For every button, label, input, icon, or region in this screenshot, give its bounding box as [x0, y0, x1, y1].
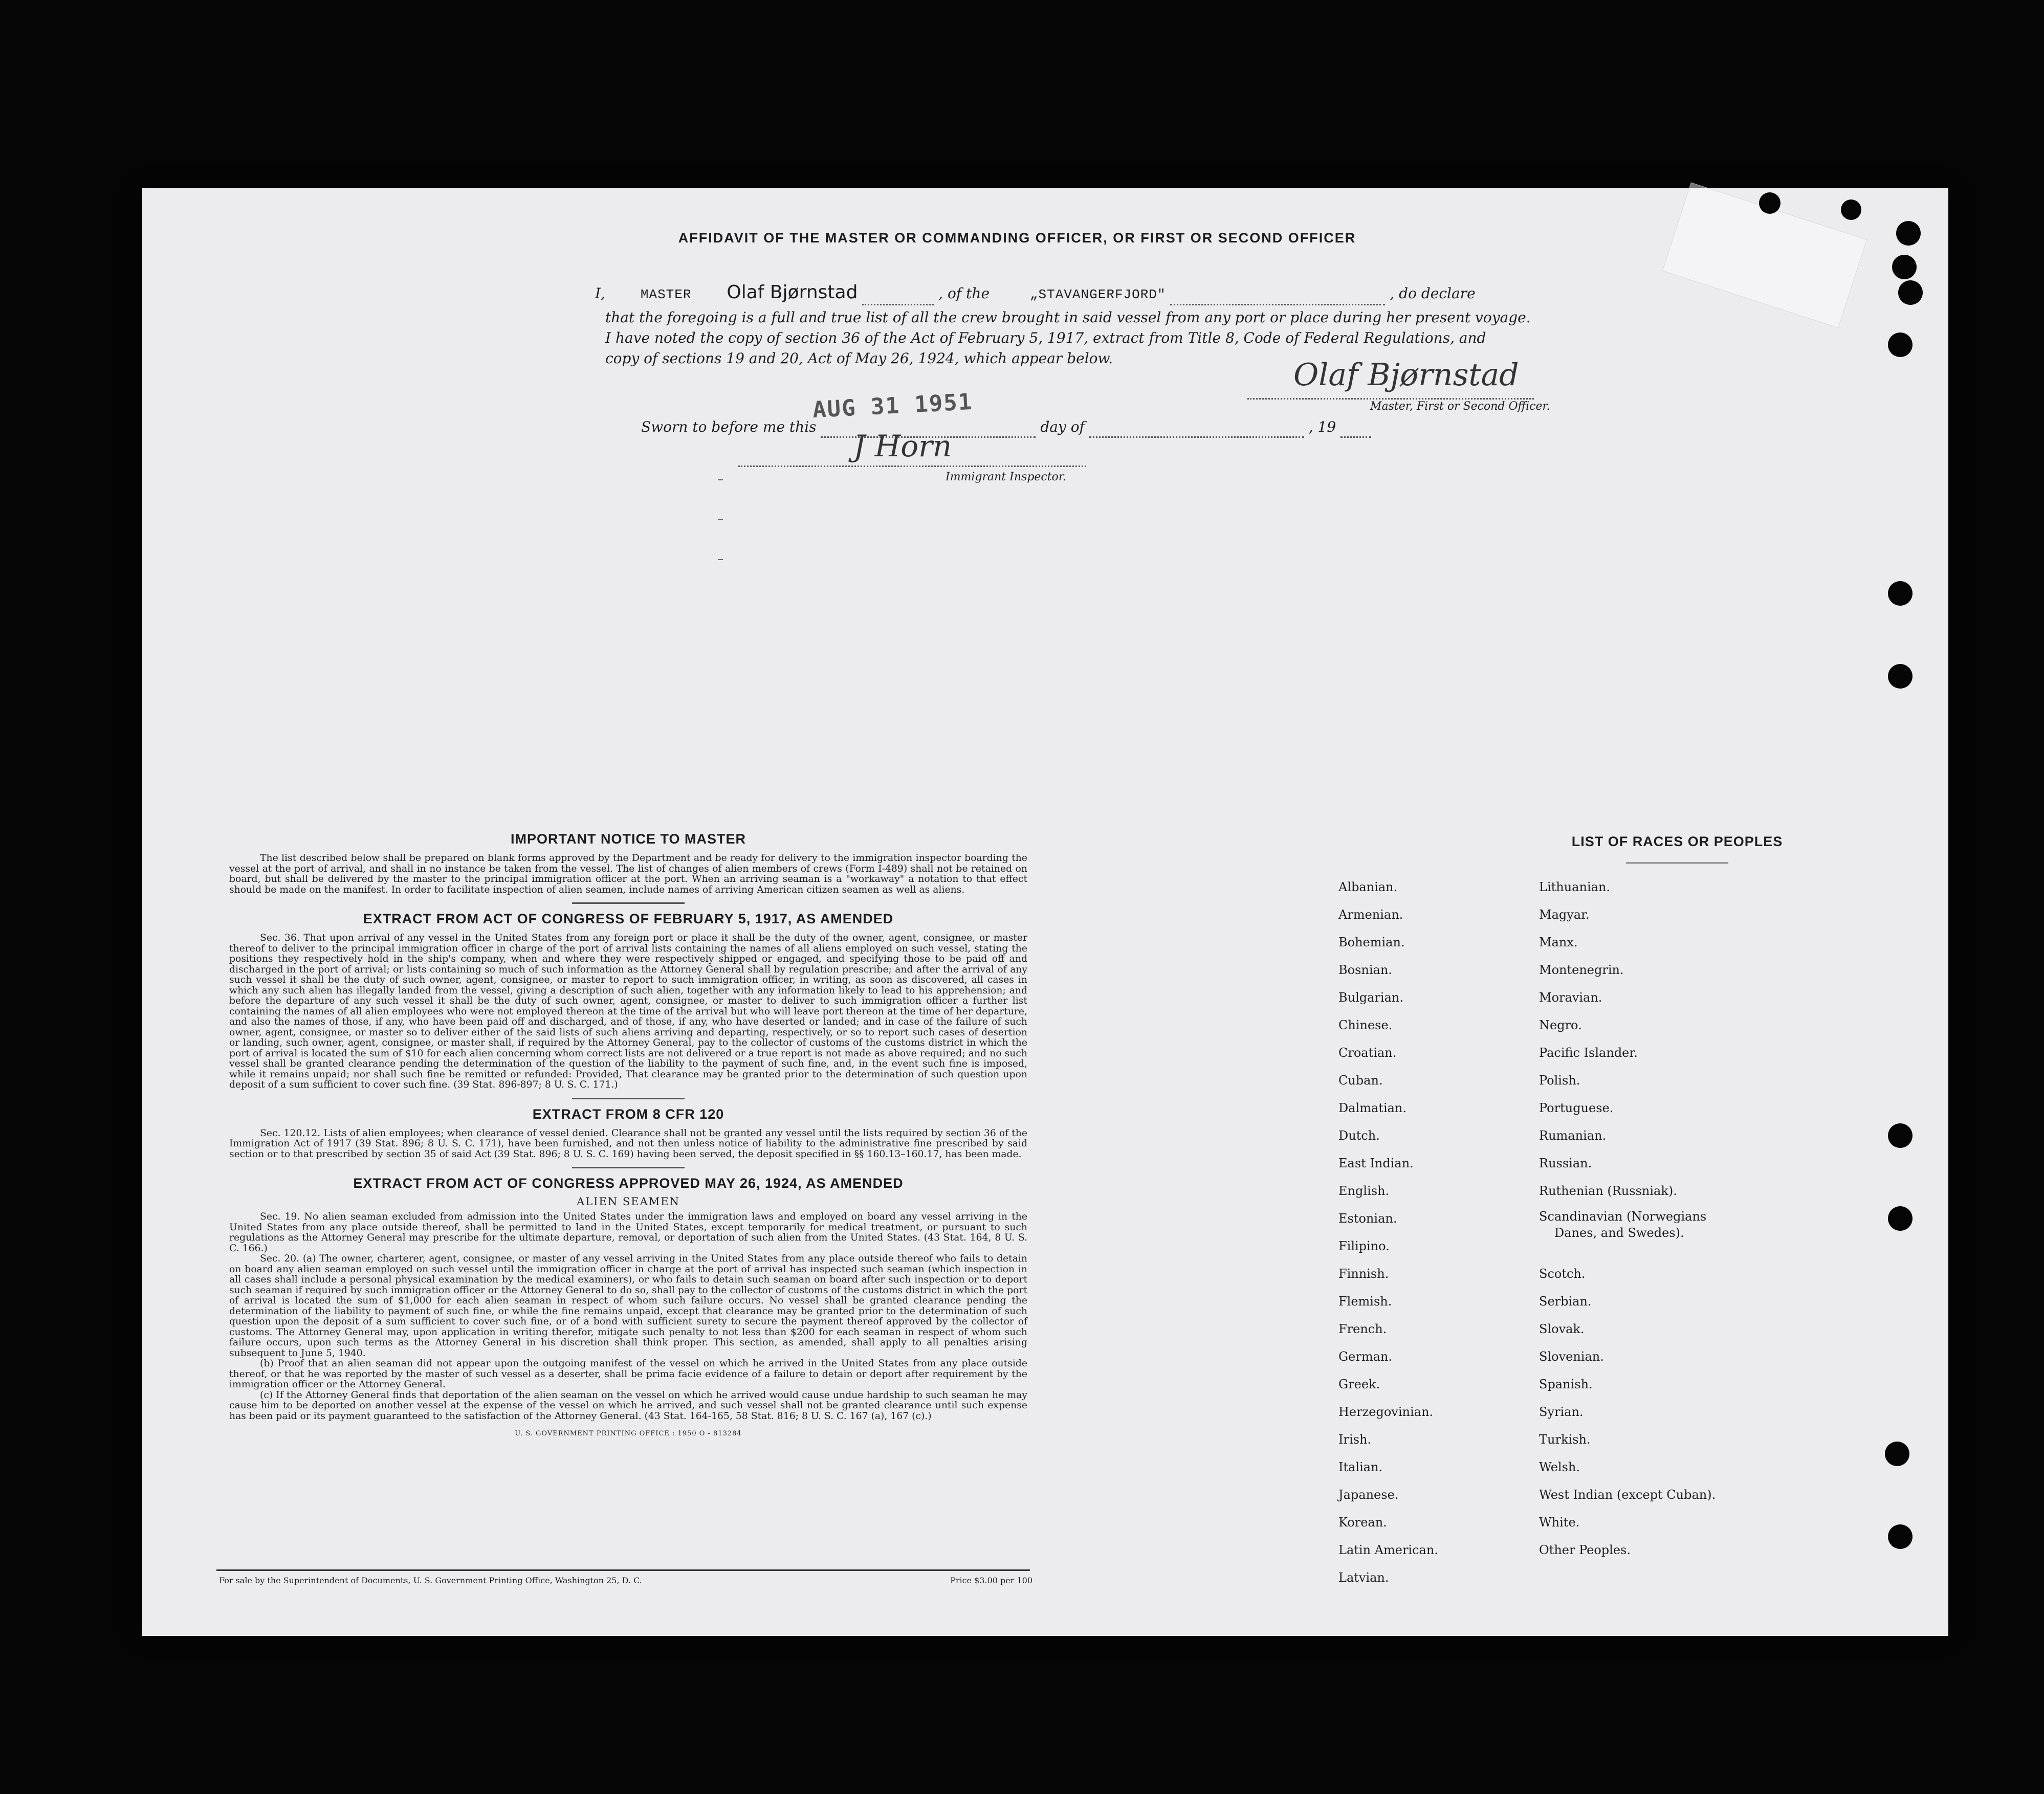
- affidavit-declaration-line0: [595, 282, 1721, 305]
- sale-line: [219, 1576, 1032, 1585]
- race-item: Scotch.: [1539, 1267, 1586, 1281]
- notice-heading: IMPORTANT NOTICE TO MASTER: [511, 831, 746, 847]
- race-item: Greek.: [1338, 1377, 1380, 1391]
- race-item: Dutch.: [1338, 1128, 1380, 1143]
- punch-hole: [1888, 1524, 1913, 1549]
- affidavit-line2: I have noted the copy of section 36 of the Act of February 5, 1917, extract from Title 8, Code of Federal Regulations, and: [605, 329, 1486, 346]
- sale-text: For sale by the Superintendent of Documents, U. S. Government Printing Office, Washington 25, D. C.: [219, 1576, 642, 1585]
- race-item: Slovak.: [1539, 1322, 1585, 1336]
- notice-text: The list described below shall be prepared on blank forms approved by the Department and be ready for delivery to the immigration inspector boarding the vessel at the port of arrival, and shall in no instance be taken from the vessel. The list of changes of alien members of crews (Form I-489) shall not be retained on board, but shall be delivered by the master to the principal immigration officer at the port. When an arriving seaman is a "workaway" a notation to that effect should be made on the manifest. In order to facilitate inspection of alien seamen, include names of arriving American citizen seamen as well as aliens.: [229, 853, 1027, 895]
- punch-hole: [1892, 255, 1917, 279]
- race-item: English.: [1338, 1184, 1390, 1198]
- race-item: Rumanian.: [1539, 1128, 1607, 1143]
- race-item: Armenian.: [1338, 907, 1403, 922]
- day-of-label: day of: [1040, 418, 1085, 435]
- race-item: Turkish.: [1539, 1432, 1591, 1447]
- race-item: Cuban.: [1338, 1073, 1383, 1088]
- month-dotted-line: [1089, 421, 1304, 438]
- punch-hole: [1888, 581, 1913, 606]
- extract-1924-sec20b: (b) Proof that an alien seaman did not appear upon the outgoing manifest of the vessel on which he arrived in the United States from any place outside thereof, or that he was reported by the master of such vessel as a deserter, shall be prima facie evidence of a failure to detain or deport after requirement by the immigration officer or the Attorney General.: [229, 1358, 1027, 1390]
- race-item: Pacific Islander.: [1539, 1046, 1638, 1060]
- race-item: Filipino.: [1338, 1239, 1390, 1253]
- affidavit-line3: copy of sections 19 and 20, Act of May 26, 1924, which appear below.: [605, 350, 1113, 367]
- races-heading: LIST OF RACES OR PEOPLES: [1571, 834, 1783, 849]
- race-item: Scandinavian (Norwegians: [1539, 1209, 1707, 1224]
- race-item: Flemish.: [1338, 1294, 1392, 1309]
- punch-hole: [1885, 1442, 1909, 1466]
- race-item: German.: [1338, 1349, 1392, 1364]
- affidavit-title: AFFIDAVIT OF THE MASTER OR COMMANDING OFFICER, OR FIRST OR SECOND OFFICER: [678, 230, 1356, 246]
- margin-dash: [718, 519, 723, 520]
- master-signature-line: [1247, 398, 1534, 400]
- race-item: Other Peoples.: [1539, 1543, 1631, 1557]
- race-item: Portuguese.: [1539, 1101, 1614, 1115]
- race-item: Croatian.: [1338, 1046, 1397, 1060]
- extract-1924-heading: EXTRACT FROM ACT OF CONGRESS APPROVED MAY 26, 1924, AS AMENDED: [353, 1176, 904, 1191]
- punch-hole: [1759, 192, 1781, 214]
- race-item: Italian.: [1338, 1460, 1383, 1474]
- extract-1924-sec20c: (c) If the Attorney General finds that deportation of the alien seaman on the vessel on which he arrived would cause undue hardship to such seaman he may cause him to be deported on another vessel at the expense of the vessel on which he arrived, and such vessel shall not be granted clearance until such expense has been paid or its payment guaranteed to the satisfaction of the Attorney General. (43 Stat. 164-165, 58 Stat. 816; 8 U. S. C. 167 (a), 167 (c).): [229, 1389, 1027, 1422]
- extract-1924-sec19: Sec. 19. No alien seaman excluded from admission into the United States under the immigration laws and employed on board any vessel arriving in the United States from any place outside thereof, shall be permitted to land in the United States, except temporarily for medical treatment, or pursuant to such regulations as the Attorney General may prescribe for the ultimate departure, removal, or deportation of such alien from the United States. (43 Stat. 164, 8 U. S. C. 166.): [229, 1211, 1027, 1254]
- race-item: Ruthenian (Russniak).: [1539, 1184, 1677, 1198]
- nineteen-label: , 19: [1308, 418, 1336, 435]
- margin-dash: [718, 479, 723, 480]
- extract-cfr-text: Sec. 120.12. Lists of alien employees; when clearance of vessel denied. Clearance shall not be granted any vessel until the lists required by section 36 of the Immigration Act of 1917 (39 Stat. 896; 8 U. S. C. 171), have been furnished, and not then unless notice of liability to the administrative fine prescribed by said section or to that prescribed by section 35 of said Act (39 Stat. 896; 8 U. S. C. 169) having been served, the deposit specified in §§ 160.13–160.17, has been made.: [229, 1127, 1027, 1160]
- race-item: Polish.: [1539, 1073, 1580, 1088]
- race-item: Magyar.: [1539, 907, 1590, 922]
- affidavit-line1: that the foregoing is a full and true list of all the crew brought in said vessel from any port or place during her present voyage.: [605, 309, 1531, 326]
- divider: [572, 1098, 685, 1099]
- race-item: Lithuanian.: [1539, 880, 1611, 894]
- divider: [572, 902, 685, 904]
- inspector-signature: J Horn: [853, 429, 952, 463]
- race-item: Irish.: [1338, 1432, 1372, 1447]
- race-item: Manx.: [1539, 935, 1578, 949]
- race-item: Bohemian.: [1338, 935, 1405, 949]
- do-declare-label: , do declare: [1390, 285, 1476, 302]
- vessel-dotted-line: [1170, 289, 1385, 305]
- race-item: Spanish.: [1539, 1377, 1593, 1391]
- race-item: Finnish.: [1338, 1267, 1389, 1281]
- i-label: I,: [595, 285, 605, 302]
- race-item: Chinese.: [1338, 1018, 1393, 1032]
- race-item: French.: [1338, 1322, 1387, 1336]
- price-text: Price $3.00 per 100: [950, 1576, 1032, 1585]
- race-item: East Indian.: [1338, 1156, 1414, 1170]
- notice-column: [229, 831, 1027, 1437]
- punch-hole: [1888, 333, 1913, 357]
- divider: [572, 1167, 685, 1168]
- race-item: Dalmatian.: [1338, 1101, 1407, 1115]
- race-item: Korean.: [1338, 1515, 1387, 1530]
- race-item: Montenegrin.: [1539, 963, 1624, 977]
- race-item: West Indian (except Cuban).: [1539, 1488, 1716, 1502]
- footer-rule: [216, 1569, 1030, 1571]
- race-item: Serbian.: [1539, 1294, 1592, 1309]
- extract-1917-text: Sec. 36. That upon arrival of any vessel in the United States from any foreign port or place it shall be the duty of the owner, agent, consignee, or master thereof to deliver to the principal immigration officer in charge of the port of arrival lists containing the names of all aliens employed on such vessel, stating the positions they respectively hold in the ship's company, when and where they were respectively shipped or engaged, and specifying those to be paid off and discharged in the port of arrival; or lists containing so much of such information as the Attorney General shall by regulation prescribe; and after the arrival of any such vessel it shall be the duty of such owner, agent, consignee, or master to report to such immigration officer, in writing, as soon as discovered, all cases in which any such alien has illegally landed from the vessel, giving a description of such alien, together with any information likely to lead to his apprehension; and before the departure of any such vessel it shall be the duty of such owner, agent, consignee, or master to deliver to such immigration officer a further list containing the names of all alien employees who were not employed thereon at the time of the arrival but who will leave port thereon at the time of her departure, and also the names of those, if any, who have been paid off and discharged, and of those, if any, who have deserted or landed; and in case of the failure of such owner, agent, consignee, or master so to deliver either of the said lists of such aliens arriving and departing, respectively, or so to report such cases of desertion or landing, such owner, agent, consignee, or master shall, if required by the Attorney General, pay to the collector of customs of the customs district in which the port of arrival is located the sum of $10 for each alien concerning whom correct lists are not delivered or a true report is not made as above required; and no such vessel shall be granted clearance pending the determination of the question of the liability to the payment of such fine, and, in the event such fine is imposed, while it remains unpaid; nor shall such fine be remitted or refunded: Provided, That clearance may be granted prior to the determination of such question upon deposit of a sum sufficient to cover such fine. (39 Stat. 896-897; 8 U. S. C. 171.): [229, 933, 1027, 1090]
- document-page: [142, 188, 1948, 1636]
- race-item: Syrian.: [1539, 1405, 1584, 1419]
- name-dotted-line: [862, 289, 934, 305]
- alien-seamen-subheading: ALIEN SEAMEN: [577, 1195, 680, 1208]
- race-item: Herzegovinian.: [1338, 1405, 1434, 1419]
- inspector-signature-line: [738, 466, 1086, 467]
- extract-1924-sec20a: Sec. 20. (a) The owner, charterer, agent, consignee, or master of any vessel arriving in the United States from any place outside thereof who fails to detain on board any alien seaman employed on such vessel until the immigration officer in charge at the port of arrival has inspected such seaman (which inspection in all cases shall include a personal physical examination by the medical examiners), or who fails to detain such seaman on board after such inspection or to deport such seaman if required by such immigration officer or the Attorney General to do so, shall pay to the collector of customs of the customs district in which the port of arrival is located the sum of $1,000 for each alien seaman in respect of whom such failure occurs. No vessel shall be granted clearance pending the determination of the liability to payment of such fine, or while the fine remains unpaid, except that clearance may be granted prior to the determination of such question upon the deposit of a sum sufficient to cover such fine, or of a bond with sufficient surety to secure the payment thereof approved by the collector of customs. The Attorney General may, upon application in writing therefor, mitigate such penalty to not less than $200 for each seaman in respect of whom such failure occurs, upon such terms as the Attorney General in his discretion shall think proper. This section, as amended, shall apply to all penalties arising subsequent to June 5, 1940.: [229, 1253, 1027, 1359]
- master-caption: Master, First or Second Officer.: [1370, 400, 1550, 413]
- rank-typed: MASTER: [640, 287, 692, 302]
- race-item: Bulgarian.: [1338, 990, 1403, 1005]
- punch-hole: [1888, 1206, 1913, 1231]
- race-item: Latvian.: [1338, 1570, 1389, 1585]
- punch-hole: [1896, 221, 1921, 246]
- punch-hole: [1841, 200, 1861, 220]
- extract-cfr-heading: EXTRACT FROM 8 CFR 120: [532, 1106, 724, 1122]
- punch-hole: [1898, 280, 1923, 305]
- inspector-caption: Immigrant Inspector.: [946, 471, 1066, 483]
- race-item: Estonian.: [1338, 1211, 1397, 1226]
- date-stamp: AUG 31 1951: [811, 388, 974, 424]
- sworn-line: [641, 416, 1409, 438]
- race-item: Moravian.: [1539, 990, 1602, 1005]
- punch-hole: [1888, 1123, 1913, 1148]
- race-item: Negro.: [1539, 1018, 1582, 1032]
- race-item: Albanian.: [1338, 880, 1398, 894]
- sworn-label: Sworn to before me this: [641, 418, 817, 435]
- race-item: Russian.: [1539, 1156, 1592, 1170]
- race-item: Danes, and Swedes).: [1554, 1226, 1684, 1240]
- race-item: White.: [1539, 1515, 1580, 1530]
- race-item: Bosnian.: [1338, 963, 1392, 977]
- race-item: Japanese.: [1338, 1488, 1399, 1502]
- margin-dash: [718, 559, 723, 560]
- of-the-label: , of the: [938, 285, 990, 302]
- master-name: Olaf Bjørnstad: [727, 282, 858, 303]
- master-signature: Olaf Bjørnstad: [1293, 357, 1519, 393]
- races-heading-rule: [1626, 862, 1728, 863]
- race-item: Welsh.: [1539, 1460, 1580, 1474]
- vessel-name: „STAVANGERFJORD": [1029, 287, 1166, 302]
- year-dotted-line: [1340, 421, 1371, 438]
- extract-1917-heading: EXTRACT FROM ACT OF CONGRESS OF FEBRUARY 5, 1917, AS AMENDED: [363, 911, 894, 926]
- race-item: Slovenian.: [1539, 1349, 1604, 1364]
- race-item: Latin American.: [1338, 1543, 1438, 1557]
- punch-hole: [1888, 664, 1913, 689]
- gpo-imprint: U. S. GOVERNMENT PRINTING OFFICE : 1950 O - 813284: [515, 1430, 742, 1437]
